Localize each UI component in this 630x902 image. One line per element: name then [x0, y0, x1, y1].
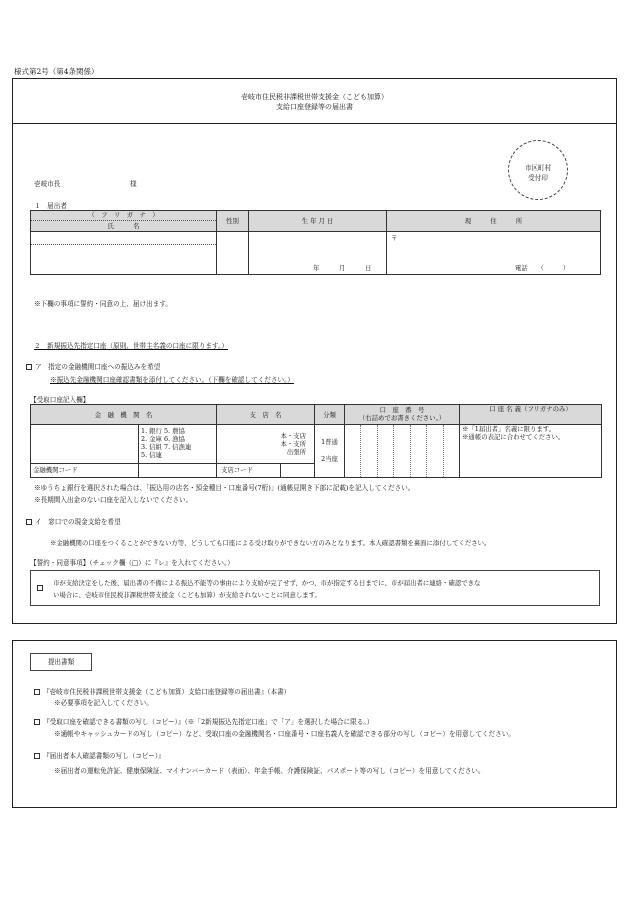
- furigana-header: （ フ リ ガ ナ ）: [31, 211, 216, 221]
- consent-note: ※下欄の事項に誓約・同意の上、届け出ます。: [34, 300, 172, 308]
- doc1-title: 『壱岐市住民税非課税世帯支援金（こども加算）支給口座登録等の届出書』（本書）: [43, 688, 291, 696]
- addressee-honorific: 様: [130, 180, 137, 188]
- name-header: 氏 名: [107, 222, 140, 230]
- type-header: 分類: [315, 405, 345, 425]
- holder-note2: ※通帳の表記に合わせてください。: [462, 433, 565, 441]
- title-line2: 支給口座登録等の届出書: [276, 103, 353, 111]
- institution-type-4: 5. 信連: [141, 450, 162, 459]
- account-number-field[interactable]: [345, 425, 460, 478]
- dormant-note: ※長期間入出金のない口座を記入しないでください。: [34, 496, 193, 504]
- birth-field[interactable]: [249, 232, 387, 275]
- account-type-2: 2当座: [321, 455, 338, 463]
- account-holder-field[interactable]: [460, 425, 602, 478]
- address-header: 現 住 所: [387, 211, 601, 232]
- reception-stamp: [508, 140, 568, 200]
- applicant-table: [30, 210, 601, 275]
- account-type-field[interactable]: [315, 425, 345, 478]
- option-i-checkbox[interactable]: [26, 519, 32, 525]
- doc3-title: 『届出者本人確認書類の写し（コピー）』: [43, 752, 165, 760]
- number-header: 口 座 番 号: [379, 406, 425, 415]
- institution-name-field[interactable]: [31, 425, 139, 464]
- option-i-label: イ 窓口での現金支給を希望: [35, 518, 121, 526]
- option-i-note: ※金融機関の口座をつくることができない方等、どうしても口座による受け取りができない方のみとなります。本人確認書類を裏面に添付してください。: [50, 539, 491, 547]
- furigana-field[interactable]: [31, 232, 216, 245]
- address-field[interactable]: [387, 232, 601, 275]
- pledge-line1: 市が支給決定をした後、届出書の不備による振込不能等の事由により支給が完了せず、かつ、市が指定する日までに、市が届出者に連絡・確認できな: [53, 579, 481, 587]
- institution-code-field[interactable]: [139, 463, 217, 477]
- branch-type-1: 本・支店: [280, 431, 307, 440]
- birth-month-label: 月: [339, 264, 346, 272]
- doc2-title: 『受取口座を確認できる書類の写し（コピー）』（※「2新規振込先指定口座」で「ア」を選択した場合に限る。）: [43, 718, 374, 726]
- option-a-note: ※振込先金融機関口座確認書類を添付してください。（下欄を確認してください。）: [50, 376, 294, 384]
- doc1-note: ※必要事項を記入してください。: [54, 699, 153, 707]
- doc3-checkbox[interactable]: [34, 753, 40, 759]
- branch-code-field[interactable]: [281, 463, 315, 477]
- postal-mark: 〒: [391, 234, 398, 242]
- section1-title: １ 届出者: [34, 202, 67, 210]
- addressee: 壱岐市長: [34, 180, 61, 188]
- doc2-checkbox[interactable]: [34, 719, 40, 725]
- title-line1: 壱岐市住民税非課税世帯支援金（こども加算）: [241, 93, 388, 101]
- institution-code-label: 金融機関コード: [31, 463, 139, 477]
- bank-section-label: 【受取口座記入欄】: [30, 396, 90, 404]
- holder-note1: ※「1届出者」名義に限ります。: [462, 425, 556, 433]
- birth-header: 生 年 月 日: [249, 211, 387, 232]
- pledge-line2: い場合に、壱岐市住民税非課税世帯支援金（こども加算）が支給されないことに同意します。: [53, 591, 321, 599]
- pledge-checkbox[interactable]: [37, 585, 43, 591]
- branch-types: [217, 425, 315, 464]
- gender-field[interactable]: [217, 232, 249, 275]
- institution-type-1: 1. 銀行 5. 農協: [141, 427, 185, 436]
- number-subheader: （右詰めでお書きください。）: [358, 413, 446, 422]
- stamp-line1: 市区町村: [524, 164, 552, 172]
- institution-types: [139, 425, 217, 464]
- title-divider: [12, 123, 617, 124]
- section2-title: ２ 新規振込先指定口座（原則、世帯主名義の口座に限ります。）: [34, 342, 228, 350]
- stamp-line2: 受付印: [528, 174, 548, 182]
- yucho-note: ※ゆうちょ銀行を選択された場合は、「振込用の店名・預金種目・口座番号(7桁)」(通帳見開き下部に記載)を記入してください。: [34, 484, 415, 492]
- birth-year-label: 年: [313, 264, 320, 272]
- branch-type-2: 本・支所: [280, 439, 307, 448]
- form-number: 様式第2号（第4条関係）: [14, 67, 99, 76]
- documents-heading: 提出書類: [30, 653, 92, 671]
- institution-type-2: 2. 金庫 6. 漁協: [141, 435, 185, 444]
- doc3-note: ※届出者の運転免許証、健康保険証、マイナンバーカード（表面）、年金手帳、介護保険証、パスポート等の写し（コピー）を用意してください。: [54, 767, 485, 775]
- pledge-title: 【誓約・同意事項】（チェック欄（□）に『レ』を入れてください。）: [30, 559, 234, 567]
- institution-header: 金 融 機 関 名: [31, 405, 217, 425]
- account-type-1: 1普通: [321, 438, 338, 447]
- holder-header: 口 座 名 義（フリガナのみ）: [460, 405, 602, 425]
- name-field[interactable]: [31, 245, 216, 274]
- phone-label: 電話 （ ）: [515, 264, 570, 272]
- option-a-checkbox[interactable]: [26, 364, 32, 370]
- bank-table: [30, 404, 602, 478]
- option-a-label: ア 指定の金融機関口座への振込みを希望: [35, 363, 161, 371]
- pledge-box: [30, 570, 600, 606]
- doc1-checkbox[interactable]: [34, 689, 40, 695]
- branch-type-3: 出張所: [286, 447, 307, 456]
- birth-day-label: 日: [365, 264, 372, 272]
- institution-type-3: 3. 信組 7. 信漁連: [141, 442, 192, 451]
- gender-header: 性別: [217, 211, 249, 232]
- branch-code-label: 支店コード: [217, 463, 281, 477]
- branch-header: 支 店 名: [217, 405, 315, 425]
- doc2-note: ※通帳やキャッシュカードの写し（コピー）など、受取口座の金融機関名・口座番号・口座名義人を確認できる部分の写し（コピー）を用意してください。: [54, 730, 515, 738]
